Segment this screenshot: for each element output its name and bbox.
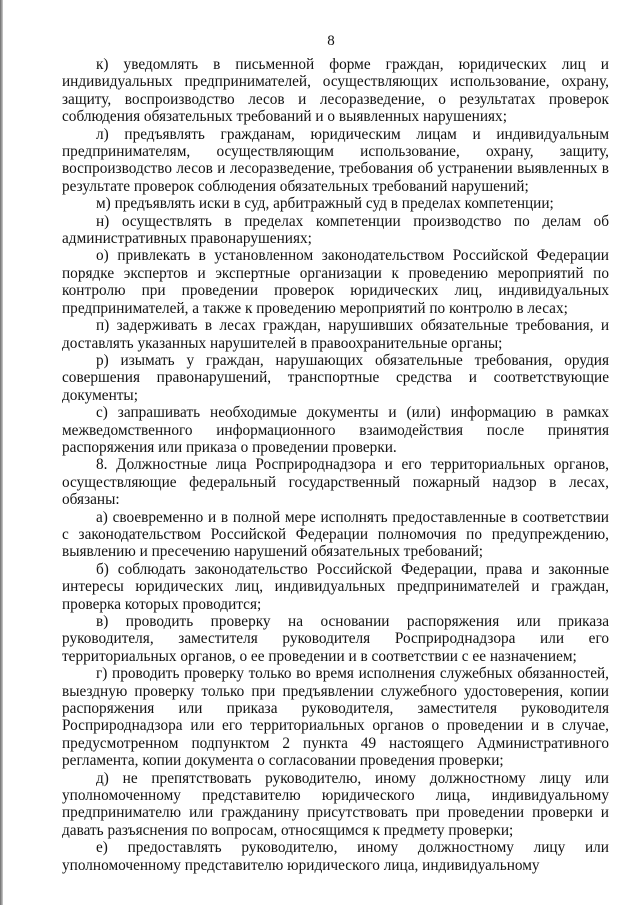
paragraph-m: м) предъявлять иски в суд, арбитражный суд в пределах компетенции; [96,195,554,213]
paragraph-g: г) проводить проверку только во время исполнения служебных обязанностей, выездную проверку только при предъявлении служебного удостоверения, копии распоряжения или приказа руководителя, заместителя руководителя Росприроднадзора или его территориальных органов о проведении и в случае, предусмотренном подпунктом 2 пункта 49 настоящего Административного регламента, копии документа о согласовании проведения проверки; [62,665,609,770]
paragraph-d: д) не препятствовать руководителю, иному должностному лицу или уполномоченному представителю юридического лица, индивидуальному предпринимателю или гражданину присутствовать при проведении проверки и давать разъяснения по вопросам, относящимся к предмету проверки; [62,769,609,839]
paragraph-b: б) соблюдать законодательство Российской Федерации, права и законные интересы юридических лиц, индивидуальных предпринимателей и граждан, проверка которых проводится; [62,560,609,613]
paragraph-l: л) предъявлять гражданам, юридическим лицам и индивидуальным предпринимателям, осуществляющим использование, охрану, защиту, воспроизводство лесов и лесоразведение, требования об устранении выявленных в результате проверок соблюдения обязательных требований нарушений; [62,125,609,195]
paragraph-v: в) проводить проверку на основании распоряжения или приказа руководителя, заместителя руководителя Росприроднадзора или его территориальных органов, о ее проведении и в соответствии с ее назначением; [62,613,609,665]
section-8-heading-paragraph: 8. Должностные лица Росприроднадзора и его территориальных органов, осуществляющие федеральный государственный пожарный надзор в лесах, обязаны: [62,456,609,509]
paragraph-n: н) осуществлять в пределах компетенции производство по делам об административных правонарушениях; [62,212,609,248]
scan-left-edge-shadow [0,0,3,905]
paragraph-r: р) изымать у граждан, нарушающих обязательные требования, орудия совершения правонарушений, транспортные средства и соответствующие документы; [62,351,609,404]
paragraph-s: с) запрашивать необходимые документы и (или) информацию в рамках межведомственного информационного взаимодействия после принятия распоряжения или приказа о проведении проверки. [62,404,609,456]
paragraph-e: е) предоставлять руководителю, иному должностному лицу или уполномоченному представителю юридического лица, индивидуальному [62,839,609,874]
paragraph-o: о) привлекать в установленном законодательством Российской Федерации порядке экспертов и экспертные организации к проведению мероприятий по контролю при проведении проверок юридических лиц, индивидуальных предпринимателей, а также к проведению мероприятий по контролю в лесах; [62,247,609,317]
paragraph-k: к) уведомлять в письменной форме граждан, юридических лиц и индивидуальных предпринимателей, осуществляющих использование, охрану, защиту, воспроизводство лесов и лесоразведение, о результатах проверок соблюдения обязательных требований и о выявленных нарушениях; [62,56,609,126]
document-body [62,56,609,874]
paragraph-a: а) своевременно и в полной мере исполнять предоставленные в соответствии с законодательством Российской Федерации полномочия по предупреждению, выявлению и пресечению нарушений обязательных требований; [62,508,609,561]
paragraph-p: п) задерживать в лесах граждан, нарушивших обязательные требования, и доставлять указанных нарушителей в правоохранительные органы; [62,317,609,352]
page-number: 8 [327,33,335,49]
